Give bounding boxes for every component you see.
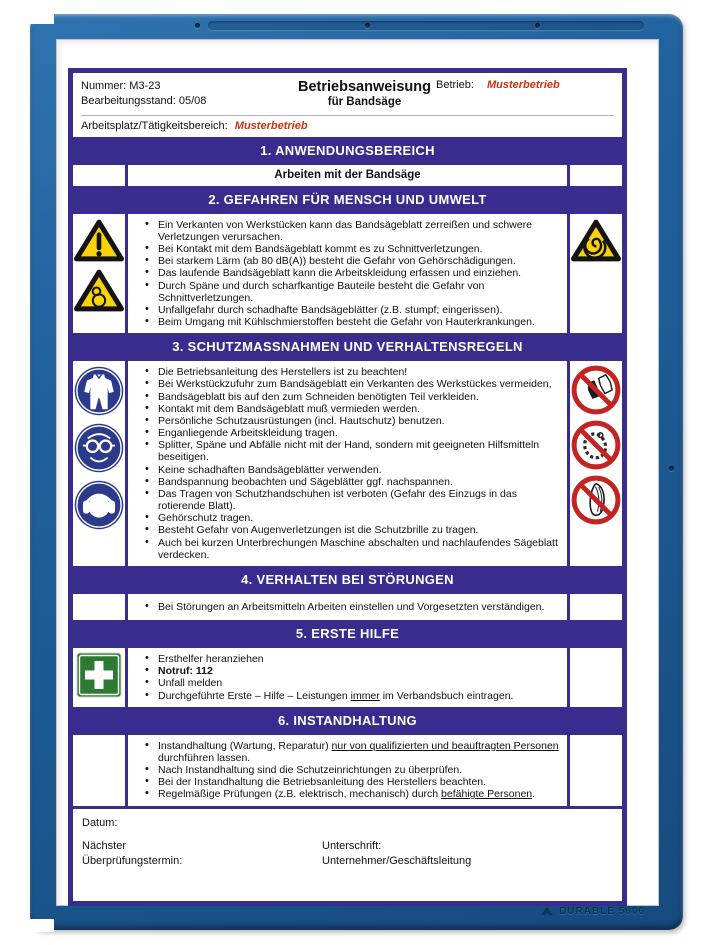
bullet-item: • Unfallgefahr durch schadhafte Bandsägeblätter (z.B. stumpf; eingerissen). (158, 304, 559, 316)
frame-hole-icon (535, 23, 540, 28)
section-3-header: 3. SCHUTZMASSNAHMEN UND VERHALTENSREGELN (172, 339, 523, 355)
bullet-item: • Bei Störungen an Arbeitsmitteln Arbeiten einstellen und Vorgesetzten verständigen. (158, 601, 544, 613)
bullet-text: . (532, 788, 536, 801)
section-6-right-cell (570, 735, 622, 806)
section-1-header: 1. ANWENDUNGSBEREICH (260, 142, 435, 158)
bullet-item: • Beim Umgang mit Kühlschmierstoffen besteht die Gefahr von Hauterkrankungen. (158, 316, 559, 328)
signature-label: Unterschrift: (322, 840, 382, 853)
bullet-item: • Bei starkem Lärm (ab 80 dB(A)) besteht die Gefahr von Gehörschädigungen. (158, 255, 559, 267)
bullet-item (158, 788, 559, 800)
signature-footer (73, 809, 622, 901)
bullet-text-underlined: immer (350, 689, 380, 702)
workplace-field (81, 115, 614, 137)
bullet-item: • Enganliegende Arbeitskleidung tragen. (158, 427, 559, 439)
workplace-label: Arbeitsplatz/Tätigkeitsbereich: (81, 119, 228, 132)
warning-general-icon (74, 218, 124, 263)
next-review-label-line2: Überprüfungstermin: (82, 855, 183, 868)
bullet-item: • Das laufende Bandsägeblatt kann die Arbeitskleidung erfassen und einziehen. (158, 267, 559, 279)
section-1-content: Arbeiten mit der Bandsäge (128, 165, 567, 186)
section-1-left-cell (73, 165, 125, 186)
document-title (293, 79, 436, 108)
bullet-text: Durchgeführte Erste – Hilfe – Leistungen (158, 689, 351, 702)
section-2-row (73, 214, 622, 334)
signature-field (322, 839, 613, 869)
prohibition-long-hair-icon (571, 475, 621, 525)
section-5-left-icons (73, 648, 125, 707)
bullet-item: • Keine schadhaften Bandsägeblätter verwenden. (158, 464, 559, 476)
bullet-text-underlined: nur von qualifizierten und beauftragten Personen (331, 739, 559, 752)
bullet-item (158, 740, 559, 764)
warning-drawing-in-icon (74, 268, 124, 313)
prohibition-gloves-icon (571, 365, 621, 415)
section-1-row (73, 165, 622, 186)
document-header (73, 73, 622, 137)
header-meta (81, 79, 293, 109)
document-number: Nummer: M3-23 (81, 80, 161, 92)
frame-top-channel (208, 21, 644, 30)
bullet-item: • Bandsägeblatt bis auf den zum Schneiden benötigten Teil verkleiden. (158, 391, 559, 403)
bullet-item: • Bei der Instandhaltung die Betriebsanleitung des Herstellers beachten. (158, 776, 559, 788)
bullet-item: • Ein Verkanten von Werkstücken kann das Bandsägeblatt zerreißen und schwere Verletzungen verursachen. (158, 219, 559, 243)
protection-rules-list (130, 366, 559, 561)
malfunction-list (130, 601, 544, 613)
section-5-row (73, 648, 622, 707)
section-5-right-cell (570, 648, 622, 707)
frame-hole-icon (365, 23, 370, 28)
section-4-content (128, 594, 567, 620)
bullet-item: • Kontakt mit dem Bandsägeblatt muß vermieden werden. (158, 403, 559, 415)
bullet-item: • Das Tragen von Schutzhandschuhen ist verboten (Gefahr des Einzugs in das rotierende Blatt). (158, 488, 559, 512)
frame-notch (28, 919, 54, 932)
bullet-item: • Besteht Gefahr von Augenverletzungen ist die Schutzbrille zu tragen. (158, 524, 559, 536)
first-aid-list (130, 653, 559, 702)
section-4-left-cell (73, 594, 125, 620)
section-6-content (128, 735, 567, 806)
section-3-right-icons (570, 361, 622, 566)
frame-hole-icon (669, 466, 674, 471)
section-6-row (73, 735, 622, 806)
bullet-item (158, 690, 559, 702)
section-2-left-icons (73, 214, 125, 334)
prohibition-jewelry-icon (571, 420, 621, 470)
revision-date: Bearbeitungsstand: 05/08 (81, 94, 207, 107)
bullet-item: • Ersthelfer heranziehen (158, 653, 559, 665)
title-line-2: für Bandsäge (327, 95, 402, 108)
section-6-header: 6. INSTANDHALTUNG (278, 712, 417, 728)
frame-notch (28, 12, 54, 24)
bullet-item: • Auch bei kurzen Unterbrechungen Maschine abschalten und nachlaufendes Sägeblatt verdecken. (158, 537, 559, 561)
workplace-value: Musterbetrieb (234, 119, 308, 132)
section-1-right-cell (570, 165, 622, 186)
company-value: Musterbetrieb (486, 79, 560, 91)
date-label: Datum: (82, 816, 118, 829)
bullet-item: • Bei Kontakt mit dem Bandsägeblatt kommt es zu Schnittverletzungen. (158, 243, 559, 255)
warning-automatic-start-icon (571, 218, 621, 263)
next-review-label-line1: Nächster (82, 840, 127, 853)
section-3-left-icons (73, 361, 125, 566)
bullet-text: im Verbandsbuch eintragen. (379, 689, 514, 702)
section-5-header: 5. ERSTE HILFE (295, 625, 400, 641)
bullet-text: Regelmäßige Prüfungen (z.B. elektrisch, mechanisch) durch (158, 788, 442, 801)
hazards-list (130, 219, 559, 329)
bullet-item: • Splitter, Späne und Abfälle nicht mit der Hand, sondern mit geeigneten Hilfsmitteln beseitigen. (158, 439, 559, 463)
instruction-sheet (57, 40, 658, 905)
bullet-item-emergency-number: • Notruf: 112 (158, 665, 559, 677)
company-field (436, 79, 614, 91)
section-6-left-cell (73, 735, 125, 806)
section-2-right-icons (570, 214, 622, 334)
instruction-table (68, 68, 627, 906)
mandatory-ear-protection-icon (73, 479, 125, 531)
bullet-item: • Bandspannung beobachten und Sägeblätter ggf. nachspannen. (158, 476, 559, 488)
section-4-row (73, 594, 622, 620)
section-4-right-cell (570, 594, 622, 620)
bullet-item: • Persönliche Schutzausrüstungen (incl. Hautschutz) benutzen. (158, 415, 559, 427)
company-label: Betrieb: (436, 79, 474, 91)
bullet-item: • Nach Instandhaltung sind die Schutzeinrichtungen zu überprüfen. (158, 764, 559, 776)
first-aid-cross-icon (76, 652, 122, 698)
frame-brand-text: DURABLE 5606 (559, 906, 645, 917)
signature-role: Unternehmer/Geschäftsleitung (322, 855, 472, 868)
section-3-row (73, 361, 622, 566)
section-2-content (128, 214, 567, 334)
section-3-content (128, 361, 567, 566)
bullet-item: • Durch Späne und durch scharfkantige Bauteile besteht die Gefahr von Schnittverletzungen. (158, 280, 559, 304)
bullet-text-underlined: befähigte Personen (441, 788, 533, 801)
bullet-item: • Unfall melden (158, 677, 559, 689)
next-review-field (82, 839, 322, 869)
mandatory-safety-goggles-icon (73, 422, 125, 474)
brand-diamond-icon (540, 907, 554, 916)
section-2-header: 2. GEFAHREN FÜR MENSCH UND UMWELT (208, 191, 487, 207)
bullet-text: durchführen lassen. (158, 751, 251, 764)
bullet-item: • Gehörschutz tragen. (158, 512, 559, 524)
section-4-header: 4. VERHALTEN BEI STÖRUNGEN (241, 571, 454, 587)
frame-hole-icon (195, 23, 200, 28)
bullet-text: Instandhaltung (Wartung, Reparatur) (158, 739, 332, 752)
bullet-item: • Bei Werkstückzufuhr zum Bandsägeblatt ein Verkanten des Werkstückes vermeiden, (158, 378, 559, 390)
mandatory-protective-clothing-icon (73, 365, 125, 417)
section-5-content (128, 648, 567, 707)
maintenance-list (130, 740, 559, 801)
title-line-1: Betriebsanweisung (298, 79, 431, 95)
frame-brand-embossed (540, 906, 645, 917)
bullet-item: • Die Betriebsanleitung des Herstellers ist zu beachten! (158, 366, 559, 378)
